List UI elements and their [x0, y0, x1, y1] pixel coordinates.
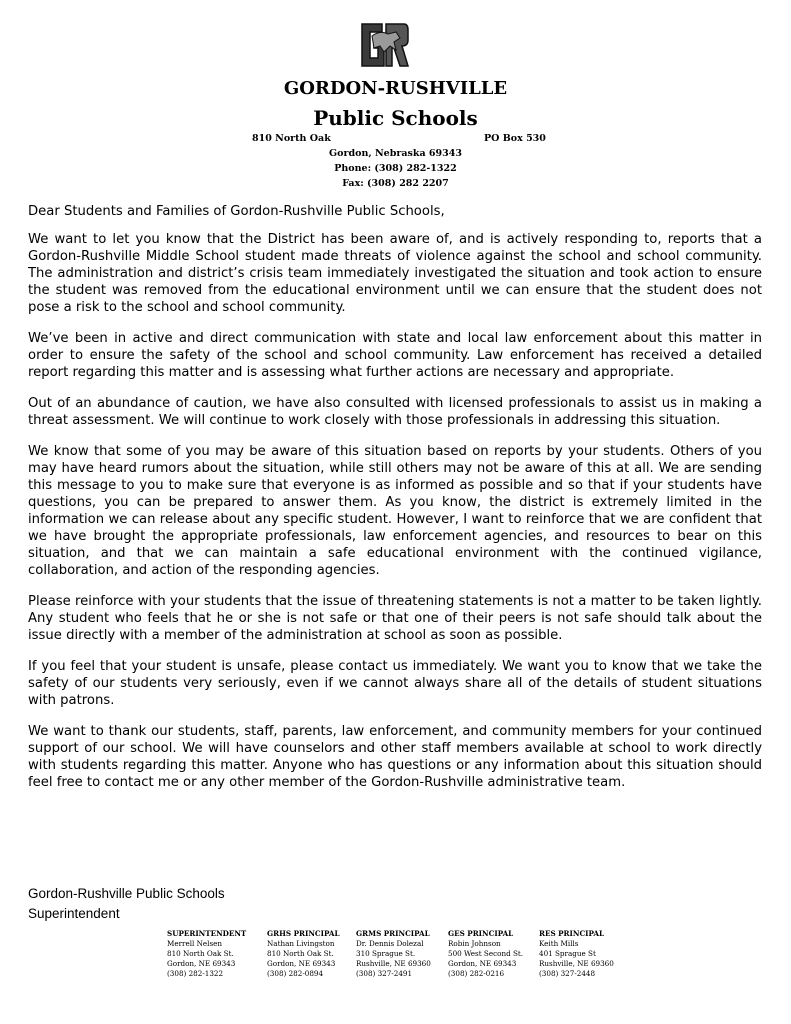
staff-street: 810 North Oak St. [167, 949, 234, 958]
staff-role: GRHS PRINCIPAL [267, 929, 340, 938]
street-address: 810 North Oak [252, 133, 331, 144]
letter-paragraph: Please reinforce with your students that the issue of threatening statements is not a matter to be taken lightly. Any student who feels that he or she is not safe or that one of their peers is not safe should talk about the issue directly with a member of the administration at school as soon as possible. [28, 594, 762, 643]
staff-contact [448, 929, 523, 979]
staff-city: Gordon, NE 69343 [167, 959, 236, 968]
letter-greeting: Dear Students and Families of Gordon-Rushville Public Schools, [28, 204, 445, 219]
staff-phone: (308) 282-0216 [448, 969, 505, 978]
signature-org: Gordon-Rushville Public Schools [28, 886, 225, 901]
staff-role: RES PRINCIPAL [539, 929, 605, 938]
staff-phone: (308) 282-0894 [267, 969, 324, 978]
org-name: GORDON-RUSHVILLE [283, 78, 508, 99]
letter-paragraph: We want to let you know that the District has been aware of, and is actively responding to, reports that a Gordon-Rushville Middle School student made threats of violence against the school and school community. The administration and district’s crisis team immediately investigated the situation and took action to ensure the student was removed from the educational environment until we can ensure that the student does not pose a risk to the school and school community. [28, 232, 762, 315]
staff-phone: (308) 282-1322 [167, 969, 224, 978]
staff-city: Rushville, NE 69360 [356, 959, 431, 968]
staff-phone: (308) 327-2491 [356, 969, 413, 978]
letter-paragraph: If you feel that your student is unsafe, please contact us immediately. We want you to know that we take the safety of our students very seriously, even if we cannot always share all of the details of student situations with patrons. [28, 659, 762, 708]
staff-role: SUPERINTENDENT [167, 929, 247, 938]
city-address: Gordon, Nebraska 69343 [329, 148, 462, 159]
staff-street: 401 Sprague St [539, 949, 596, 958]
po-box: PO Box 530 [484, 133, 546, 144]
staff-contact [539, 929, 614, 979]
phone-number: Phone: (308) 282-1322 [334, 163, 457, 174]
staff-contact [356, 929, 431, 979]
staff-name: Merrell Nelsen [167, 939, 223, 948]
staff-city: Rushville, NE 69360 [539, 959, 614, 968]
gr-mustang-logo-icon [356, 16, 412, 74]
staff-name: Robin Johnson [448, 939, 501, 948]
staff-street: 810 North Oak St. [267, 949, 334, 958]
staff-role: GES PRINCIPAL [448, 929, 514, 938]
letter-body [28, 231, 762, 805]
staff-name: Keith Mills [539, 939, 579, 948]
staff-name: Dr. Dennis Dolezal [356, 939, 424, 948]
staff-role: GRMS PRINCIPAL [356, 929, 430, 938]
letter-paragraph: We know that some of you may be aware of this situation based on reports by your students. Others of you may have heard rumors about the situation, while still others may not be aware of this at all. We are sending this message to you to make sure that everyone is as informed as possible and so that if your students have questions, you can be prepared to answer them. As you know, the district is extremely limited in the information we can release about any specific student. However, I want to reinforce that we are confident that we have brought the appropriate professionals, law enforcement agencies, and resources to bear on this situation, and that we can maintain a safe educational environment with the continued vigilance, collaboration, and action of the responding agencies. [28, 444, 762, 578]
fax-number: Fax: (308) 282 2207 [342, 178, 449, 189]
org-subtitle: Public Schools [313, 106, 478, 130]
letter-paragraph: We’ve been in active and direct communication with state and local law enforcement about this matter in order to ensure the safety of the school and school community. Law enforcement has received a detailed report regarding this matter and is assessing what further actions are necessary and appropriate. [28, 331, 762, 380]
staff-city: Gordon, NE 69343 [267, 959, 336, 968]
staff-city: Gordon, NE 69343 [448, 959, 517, 968]
staff-street: 500 West Second St. [448, 949, 524, 958]
signature-title: Superintendent [28, 906, 120, 921]
staff-contact [267, 929, 340, 979]
staff-name: Nathan Livingston [267, 939, 335, 948]
letter-paragraph: Out of an abundance of caution, we have also consulted with licensed professionals to assist us in making a threat assessment. We will continue to work closely with those professionals in addressing this situation. [28, 396, 762, 428]
letter-paragraph: We want to thank our students, staff, parents, law enforcement, and community members for your continued support of our school. We will have counselors and other staff members available at school to work directly with students regarding this matter. Anyone who has questions or any information about this situation should feel free to contact me or any other member of the Gordon-Rushville administrative team. [28, 724, 762, 790]
staff-phone: (308) 327-2448 [539, 969, 596, 978]
staff-contact [167, 929, 246, 979]
staff-street: 310 Sprague St. [356, 949, 416, 958]
